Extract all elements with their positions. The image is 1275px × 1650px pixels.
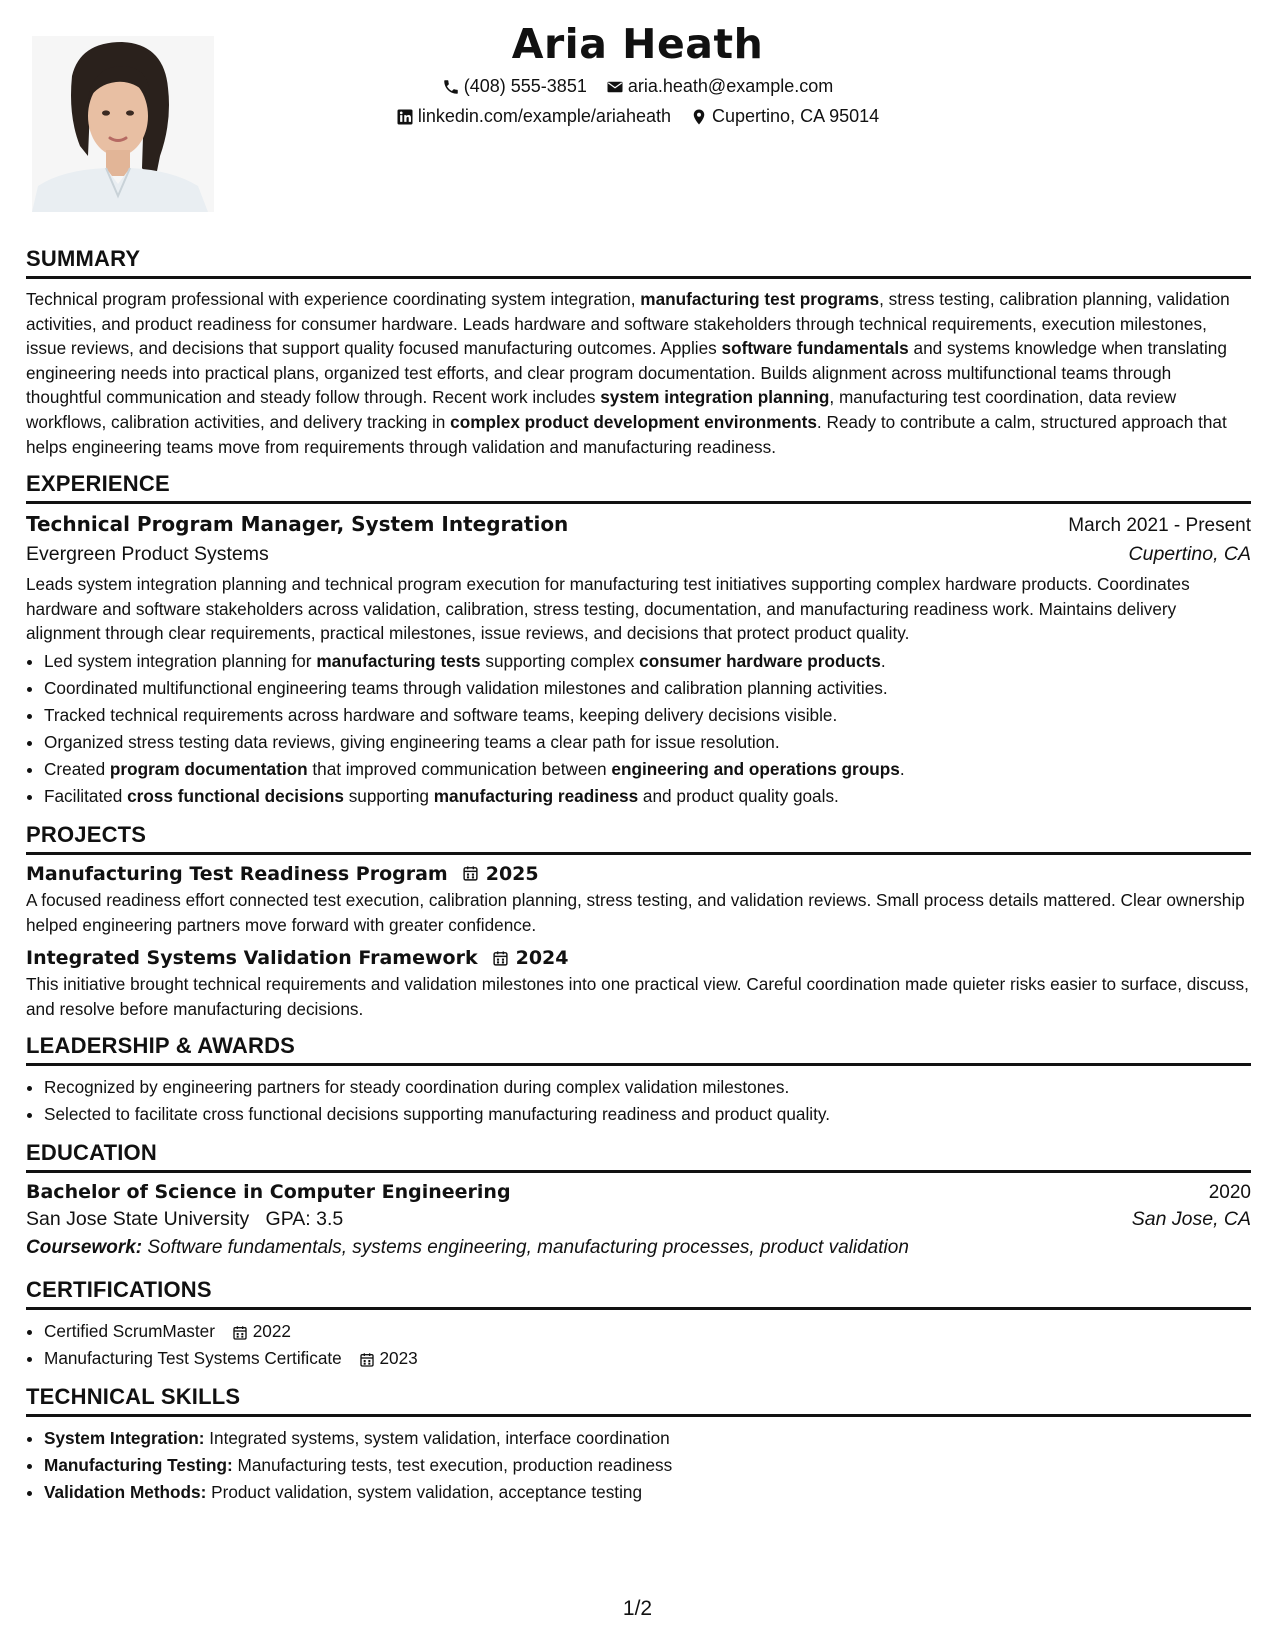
section-title: EDUCATION bbox=[26, 1140, 1251, 1173]
leadership-list bbox=[26, 1074, 1251, 1128]
job-bullets bbox=[26, 648, 1251, 810]
certifications-section bbox=[26, 1277, 1251, 1372]
emphasis-text: manufacturing test programs bbox=[640, 289, 880, 309]
emphasis-text: manufacturing tests bbox=[316, 650, 481, 671]
list-item: • Recognized by engineering partners for steady coordination during complex validation milestones. bbox=[44, 1074, 1251, 1101]
location-contact bbox=[690, 106, 879, 127]
calendar-icon bbox=[359, 1352, 375, 1368]
text-run: . bbox=[880, 650, 886, 671]
emphasis-text: engineering and operations groups bbox=[611, 758, 900, 779]
emphasis-text: manufacturing readiness bbox=[433, 785, 639, 806]
skill-label: Validation Methods: bbox=[44, 1482, 207, 1503]
leadership-section bbox=[26, 1033, 1251, 1128]
skill-value: Integrated systems, system validation, interface coordination bbox=[209, 1428, 670, 1449]
contact-line-1 bbox=[0, 76, 1275, 101]
certification-year: 2023 bbox=[379, 1348, 418, 1369]
text-run: , manufacturing test coordination, data review workflows, calibration activities, and delivery tracking in bbox=[26, 387, 1177, 432]
emphasis-text: complex product development environments bbox=[450, 411, 817, 432]
email-address: aria.heath@example.com bbox=[627, 76, 834, 96]
text-run: supporting bbox=[343, 785, 434, 806]
summary-section bbox=[26, 246, 1251, 459]
project-item bbox=[26, 947, 1251, 1021]
text-run: that improved communication between bbox=[307, 758, 612, 779]
job-description: Leads system integration planning and technical program execution for manufacturing test initiatives supporting complex hardware products. Coordinates hardware and software stakeholders across validation, calibration, stress testing, documentation, and manufacturing readiness work. Maintains delivery alignment through clear requirements, practical milestones, issue reviews, and decisions that protect product quality. bbox=[26, 574, 1190, 644]
emphasis-text: software fundamentals bbox=[721, 338, 909, 359]
phone-number: (408) 555-3851 bbox=[463, 76, 587, 96]
skill-label: Manufacturing Testing: bbox=[44, 1455, 233, 1476]
linkedin-icon bbox=[396, 108, 414, 126]
project-name: Manufacturing Test Readiness Program bbox=[26, 862, 448, 885]
text-run: Led system integration planning for bbox=[44, 650, 317, 671]
skill-item bbox=[44, 1425, 1251, 1452]
skill-label: System Integration: bbox=[44, 1428, 205, 1449]
section-title: TECHNICAL SKILLS bbox=[26, 1384, 1251, 1417]
projects-section bbox=[26, 822, 1251, 1021]
coursework-label: Coursework: bbox=[26, 1237, 143, 1259]
skill-value: Manufacturing tests, test execution, production readiness bbox=[237, 1455, 673, 1476]
text-run: Technical program professional with experience coordinating system integration, bbox=[26, 289, 641, 309]
contact-line-2 bbox=[0, 106, 1275, 131]
gpa: GPA: 3.5 bbox=[265, 1208, 344, 1231]
list-item bbox=[44, 783, 1251, 810]
text-run: Facilitated bbox=[44, 785, 128, 806]
project-description: A focused readiness effort connected test execution, calibration planning, stress testing, and validation reviews. Small process details mattered. Clear ownership helped engineering partners move forward with greater confidence. bbox=[26, 889, 1245, 935]
calendar-icon bbox=[462, 865, 479, 882]
certification-name: Manufacturing Test Systems Certificate bbox=[44, 1348, 342, 1369]
skill-value: Product validation, system validation, acceptance testing bbox=[211, 1482, 643, 1503]
phone-icon bbox=[442, 78, 460, 96]
page-number: 1/2 bbox=[622, 1597, 653, 1620]
certification-name: Certified ScrumMaster bbox=[44, 1321, 215, 1342]
calendar-icon bbox=[492, 950, 509, 967]
linkedin-url: linkedin.com/example/ariaheath bbox=[417, 106, 671, 126]
job-subheader bbox=[26, 537, 1251, 566]
linkedin-link[interactable] bbox=[396, 106, 671, 127]
text-run: , stress testing, calibration planning, validation activities, and product readiness for consumer hardware. Leads hardware and software stakeholders through technical requirements, execution milestones, issue reviews, and decisions that support quality focused manufacturing outcomes. Applies bbox=[26, 289, 1230, 359]
coursework-list: Software fundamentals, systems engineering, manufacturing processes, product validation bbox=[147, 1237, 909, 1259]
section-title: PROJECTS bbox=[26, 822, 1251, 855]
project-item bbox=[26, 863, 1251, 937]
text-run: and systems knowledge when translating engineering needs into practical plans, organized test efforts, and clear program documentation. Builds alignment across multifunctional teams through thoughtful communication and steady follow through. Recent work includes bbox=[26, 338, 1227, 408]
emphasis-text: consumer hardware products bbox=[639, 650, 881, 671]
list-item bbox=[44, 729, 1251, 756]
certification-year: 2022 bbox=[252, 1321, 291, 1342]
emphasis-text: program documentation bbox=[109, 758, 308, 779]
emphasis-text: system integration planning bbox=[600, 387, 830, 408]
section-title: EXPERIENCE bbox=[26, 471, 1251, 504]
text-run: Coordinated multifunctional engineering teams through validation milestones and calibration planning activities. bbox=[44, 677, 888, 698]
skill-item bbox=[44, 1479, 1251, 1506]
job-location: Cupertino, CA bbox=[1128, 543, 1251, 566]
list-item bbox=[44, 648, 1251, 675]
education-section bbox=[26, 1140, 1251, 1259]
education-subheader bbox=[26, 1208, 1251, 1231]
section-title: SUMMARY bbox=[26, 246, 1251, 279]
education-header bbox=[26, 1181, 1251, 1204]
envelope-icon bbox=[606, 78, 624, 96]
skills-section bbox=[26, 1384, 1251, 1506]
location-text: Cupertino, CA 95014 bbox=[712, 106, 880, 126]
job-dates: March 2021 - Present bbox=[1068, 515, 1251, 537]
certification-item bbox=[44, 1345, 1251, 1372]
email-contact[interactable] bbox=[606, 76, 833, 97]
section-title: LEADERSHIP & AWARDS bbox=[26, 1033, 1251, 1066]
job-header bbox=[26, 512, 1251, 537]
school-name: San Jose State University bbox=[26, 1208, 250, 1231]
text-run: and product quality goals. bbox=[638, 785, 839, 806]
certification-item bbox=[44, 1318, 1251, 1345]
map-pin-icon bbox=[690, 108, 708, 126]
project-year: 2025 bbox=[485, 862, 539, 885]
project-name: Integrated Systems Validation Framework bbox=[26, 947, 478, 970]
project-year: 2024 bbox=[515, 947, 569, 970]
summary-text bbox=[26, 287, 1251, 459]
school-location: San Jose, CA bbox=[1131, 1208, 1251, 1231]
graduation-year: 2020 bbox=[1208, 1182, 1251, 1204]
school-info bbox=[26, 1208, 343, 1231]
certifications-list bbox=[26, 1318, 1251, 1372]
coursework bbox=[26, 1237, 1251, 1259]
text-run: Created bbox=[44, 758, 110, 779]
emphasis-text: cross functional decisions bbox=[127, 785, 344, 806]
degree: Bachelor of Science in Computer Engineering bbox=[26, 1181, 511, 1204]
text-run: Tracked technical requirements across hardware and software teams, keeping delivery decisions visible. bbox=[44, 704, 838, 725]
list-item bbox=[44, 756, 1251, 783]
list-item bbox=[44, 702, 1251, 729]
phone-contact[interactable] bbox=[442, 76, 587, 97]
project-description: This initiative brought technical requirements and validation milestones into one practical view. Careful coordination made quieter risks easier to surface, discuss, and resolve before manufacturing decisions. bbox=[26, 974, 1249, 1019]
candidate-name: Aria Heath bbox=[511, 20, 764, 68]
job-title: Technical Program Manager, System Integration bbox=[26, 512, 569, 537]
text-run: supporting complex bbox=[480, 650, 640, 671]
list-item: • Selected to facilitate cross functional decisions supporting manufacturing readiness and product quality. bbox=[44, 1101, 1251, 1128]
section-title: CERTIFICATIONS bbox=[26, 1277, 1251, 1310]
text-run: . bbox=[899, 758, 905, 779]
skills-list bbox=[26, 1425, 1251, 1506]
resume-body bbox=[26, 246, 1251, 1518]
text-run: Organized stress testing data reviews, giving engineering teams a clear path for issue resolution. bbox=[44, 731, 780, 752]
calendar-icon bbox=[232, 1325, 248, 1341]
list-item bbox=[44, 675, 1251, 702]
company-name: Evergreen Product Systems bbox=[26, 543, 269, 566]
experience-section bbox=[26, 471, 1251, 810]
text-run: . Ready to contribute a calm, structured approach that helps engineering teams move from requirements through validation and manufacturing readiness. bbox=[26, 411, 1227, 457]
skill-item bbox=[44, 1452, 1251, 1479]
